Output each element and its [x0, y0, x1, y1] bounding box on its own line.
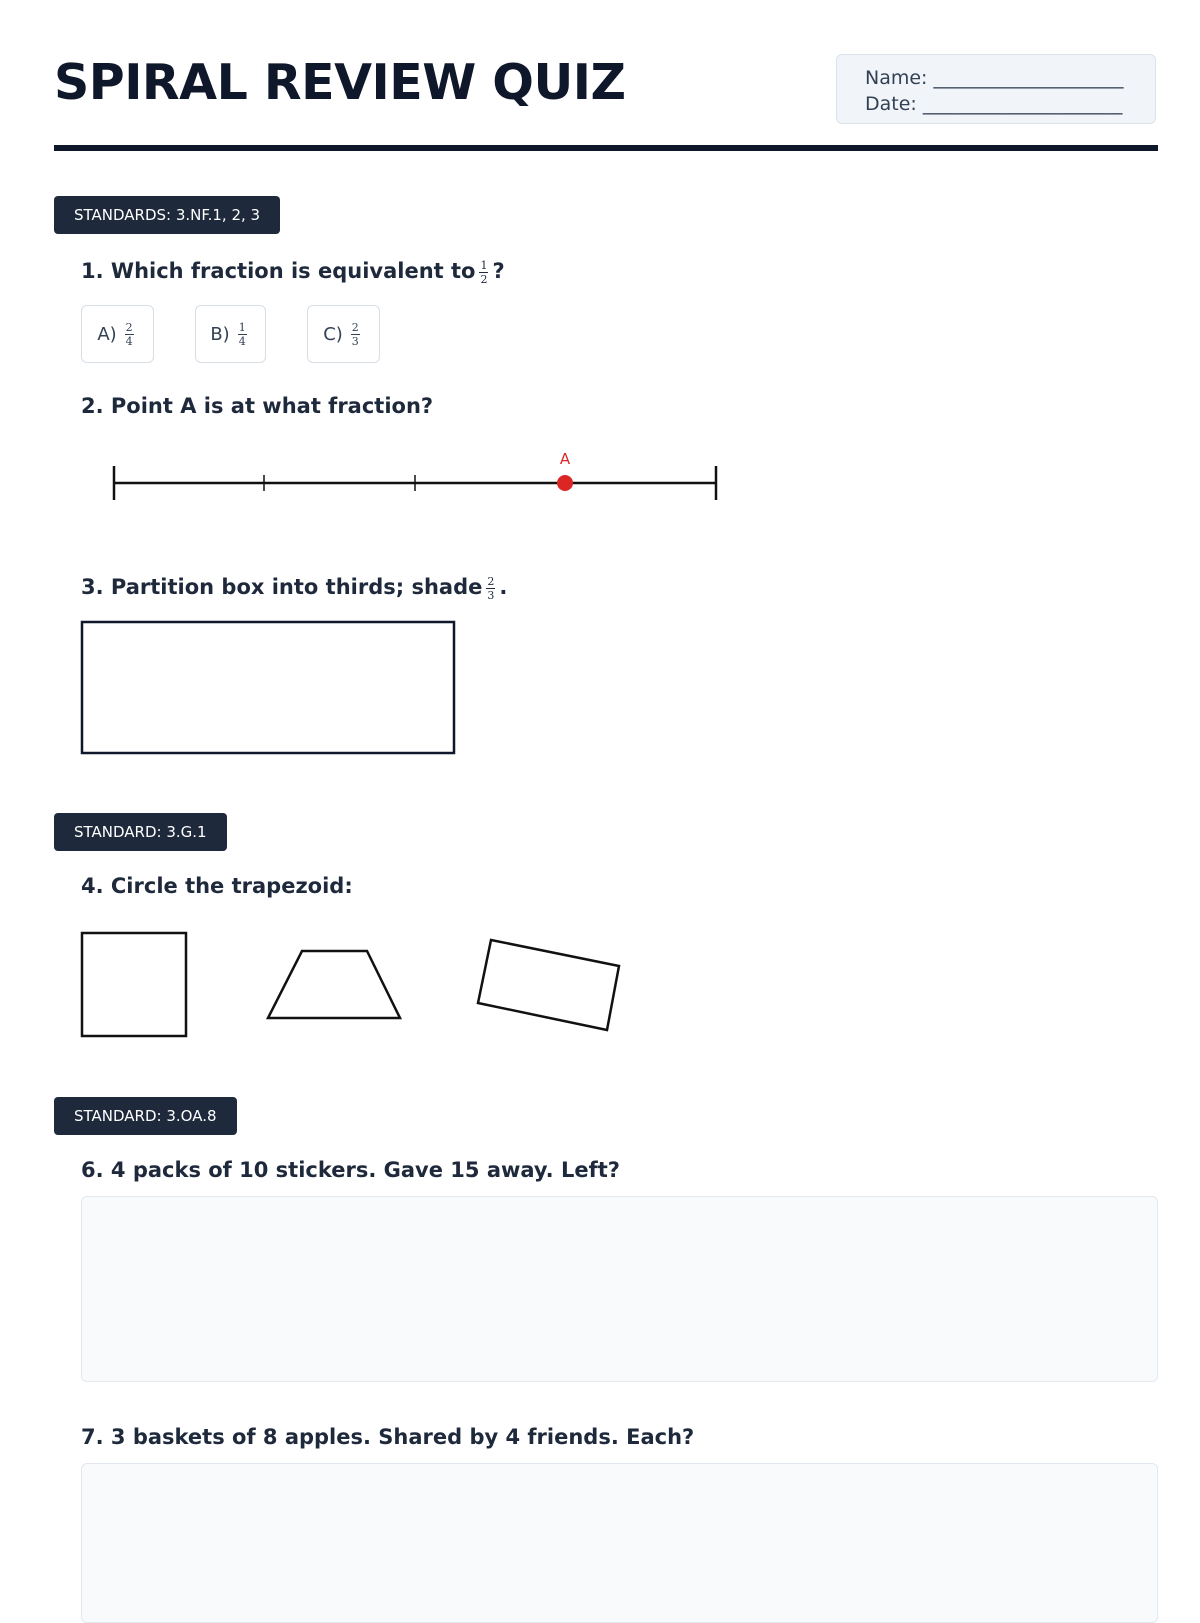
trapezoid-shape[interactable] — [268, 951, 400, 1018]
quiz-title: SPIRAL REVIEW QUIZ — [54, 54, 626, 111]
question-1-text: 1. Which fraction is equivalent to — [81, 259, 476, 283]
answer-box-q7[interactable] — [81, 1463, 1158, 1623]
question-1: 1. Which fraction is equivalent to $\frac{1}{2}$ ? — [81, 258, 505, 286]
question-3-text: 3. Partition box into thirds; shade — [81, 575, 483, 599]
point-a-label: A — [559, 450, 571, 468]
question-4: 4. Circle the trapezoid: — [81, 874, 353, 898]
name-field[interactable]: Name: ____________________ — [865, 67, 1124, 89]
date-field[interactable]: Date: _____________________ — [865, 93, 1123, 115]
choice-a[interactable]: A) $\frac{2}{4}$ — [81, 305, 154, 363]
question-6: 6. 4 packs of 10 stickers. Gave 15 away. Left? — [81, 1158, 620, 1182]
question-2: 2. Point A is at what fraction? — [81, 394, 434, 418]
standards-badge-oa: STANDARD: 3.OA.8 — [54, 1097, 237, 1135]
choice-c[interactable]: C) $\frac{2}{3}$ — [307, 305, 380, 363]
question-3: 3. Partition box into thirds; shade $\frac{2}{3}$ . — [81, 574, 508, 602]
square-shape[interactable] — [82, 933, 186, 1036]
standards-badge-g: STANDARD: 3.G.1 — [54, 813, 227, 851]
answer-box-q6[interactable] — [81, 1196, 1158, 1382]
standards-badge-nf: STANDARDS: 3.NF.1, 2, 3 — [54, 196, 280, 234]
fraction-two-thirds: $\frac{2}{3}$ — [487, 574, 495, 602]
rectangle-shape[interactable] — [478, 940, 619, 1030]
fraction-one-half: $\frac{1}{2}$ — [480, 258, 488, 286]
choice-b[interactable]: B) $\frac{1}{4}$ — [195, 305, 266, 363]
question-7: 7. 3 baskets of 8 apples. Shared by 4 friends. Each? — [81, 1425, 695, 1449]
